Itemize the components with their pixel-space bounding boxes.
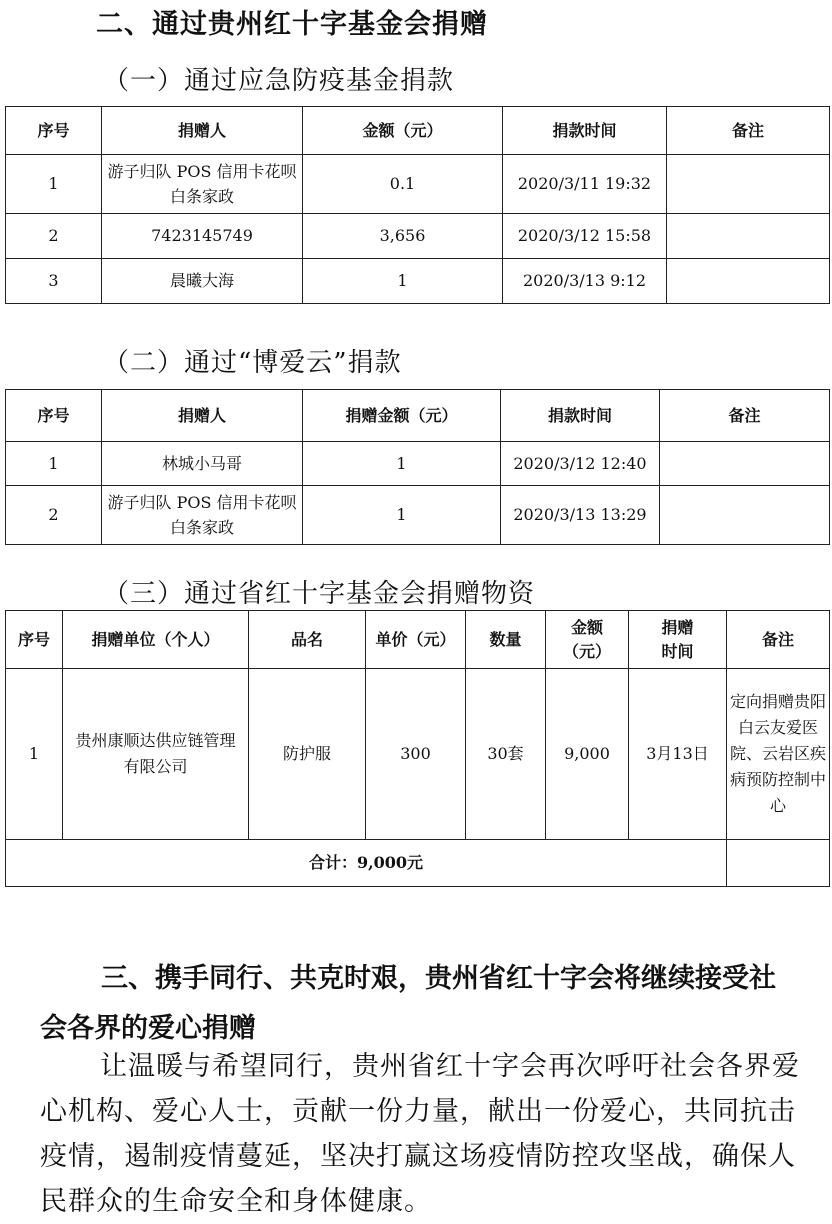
col-header-donor: 捐赠人 [102,107,303,155]
col-header-amount: 金额（元） [546,611,629,669]
cell-no: 1 [6,442,102,486]
table-row [6,155,830,214]
cell-note [667,259,830,304]
table-row [6,214,830,259]
col-header-no: 序号 [6,390,102,442]
cell-amount: 9,000 [546,669,629,840]
table-row [6,442,830,486]
subsection-title-1: （一）通过应急防疫基金捐款 [103,66,455,96]
cell-qty: 30套 [466,669,546,840]
donation-table-2 [5,389,830,545]
cell-price: 300 [366,669,466,840]
col-header-item: 品名 [249,611,366,669]
cell-time: 3月13日 [629,669,727,840]
cell-note [667,214,830,259]
col-header-note: 备注 [660,390,830,442]
cell-note [667,155,830,214]
cell-amount: 3,656 [303,214,503,259]
cell-time: 2020/3/12 15:58 [503,214,667,259]
cell-amount: 1 [303,486,501,545]
cell-no: 3 [6,259,102,304]
col-header-no: 序号 [6,611,63,669]
cell-amount: 1 [303,259,503,304]
cell-amount: 1 [303,442,501,486]
cell-note: 定向捐赠贵阳白云友爱医院、云岩区疾病预防控制中心 [727,669,830,840]
cell-donor: 7423145749 [102,214,303,259]
col-header-amount: 金额（元） [303,107,503,155]
donation-table-3 [5,610,830,887]
cell-time: 2020/3/13 9:12 [503,259,667,304]
cell-donor: 晨曦大海 [102,259,303,304]
col-header-time: 捐款时间 [503,107,667,155]
total-amount: 合计：9,000元 [6,840,727,887]
cell-item: 防护服 [249,669,366,840]
table-row [6,259,830,304]
table-row [6,486,830,545]
closing-heading: 三、携手同行、共克时艰，贵州省红十字会将继续接受社会各界的爱心捐赠 [40,963,776,1044]
cell-donor: 林城小马哥 [102,442,303,486]
closing-paragraph: 让温暖与希望同行，贵州省红十字会再次呼吁社会各界爱心机构、爱心人士，贡献一份力量，献出一份爱心，共同抗击疫情，遏制疫情蔓延，坚决打赢这场疫情防控攻坚战，确保人民群众的生命安全和身体健康。 [40,1051,800,1217]
cell-amount: 0.1 [303,155,503,214]
table-row [6,669,830,840]
cell-donor: 贵州康顺达供应链管理有限公司 [63,669,249,840]
col-header-time: 捐款时间 [501,390,660,442]
total-row [6,840,830,887]
cell-empty [727,840,830,887]
cell-no: 1 [6,669,63,840]
section-heading: 二、通过贵州红十字基金会捐赠 [96,9,488,40]
subsection-title-3: （三）通过省红十字基金会捐赠物资 [103,579,536,609]
cell-no: 1 [6,155,102,214]
cell-note [660,486,830,545]
cell-time: 2020/3/11 19:32 [503,155,667,214]
cell-donor: 游子归队 POS 信用卡花呗白条家政 [102,155,303,214]
donation-table-1 [5,106,830,304]
col-header-time: 捐赠时间 [629,611,727,669]
col-header-note: 备注 [667,107,830,155]
cell-donor: 游子归队 POS 信用卡花呗白条家政 [102,486,303,545]
col-header-no: 序号 [6,107,102,155]
cell-no: 2 [6,214,102,259]
subsection-title-2: （二）通过“博爱云”捐款 [103,348,402,378]
cell-no: 2 [6,486,102,545]
col-header-price: 单价（元） [366,611,466,669]
cell-time: 2020/3/12 12:40 [501,442,660,486]
cell-time: 2020/3/13 13:29 [501,486,660,545]
col-header-note: 备注 [727,611,830,669]
col-header-donor: 捐赠单位（个人） [63,611,249,669]
cell-note [660,442,830,486]
col-header-amount: 捐赠金额（元） [303,390,501,442]
col-header-donor: 捐赠人 [102,390,303,442]
col-header-qty: 数量 [466,611,546,669]
